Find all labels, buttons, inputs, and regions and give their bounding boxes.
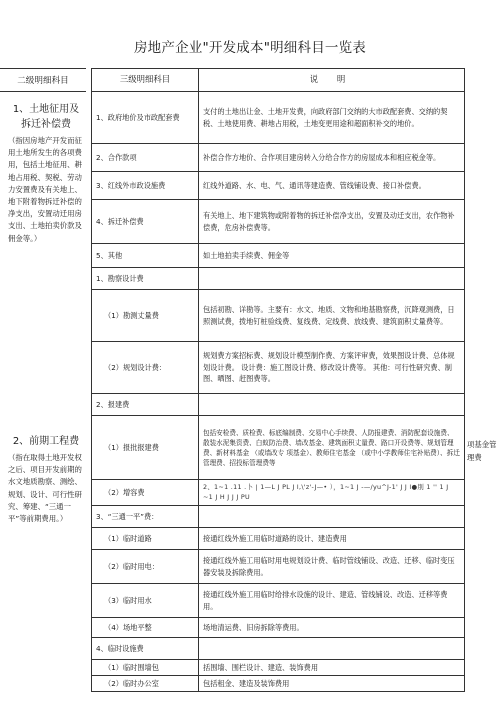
table-row: [92, 200, 465, 244]
row-desc: [199, 638, 465, 660]
row-name: 1、政府地价及市政配套费: [92, 92, 199, 144]
level3-header: 三级明细科目: [92, 69, 199, 92]
row-name: 5、其他: [92, 244, 199, 268]
row-desc: 接通红线外施工用临时用电规划设计费、临时管线铺设、改造、迁移、临时变压器安装及拆除费用。: [199, 550, 465, 584]
level2-header: 二级明细科目: [0, 68, 86, 92]
table-row: [92, 342, 465, 394]
table-row: [92, 584, 465, 618]
table-row: [92, 528, 465, 550]
table-row: [92, 268, 465, 290]
row-desc: 包括租金、建造及装饰费用: [199, 676, 465, 692]
level2-column: [0, 68, 86, 708]
row-name: （1）报批报建费: [92, 416, 199, 480]
row-desc: [199, 268, 465, 290]
row-name: 3、红线外市政设施费: [92, 172, 199, 200]
row-name: （1）临时围墙包: [92, 660, 199, 676]
row-name: 4、临时设施费: [92, 638, 199, 660]
row-name: （1）勘测丈量费: [92, 290, 199, 342]
row-desc: 包括初勘、详勘等。主要有：水文、地质、文物和地基勘察费，沉降观测费，日照测试费，拨地钉桩验线费、复线费、定线费、放线费、建筑面积丈量费等。: [199, 290, 465, 342]
table-row: [92, 416, 465, 480]
row-desc: 场地清运费、旧房拆除等费用。: [199, 618, 465, 638]
side-note: 项基金管理费: [467, 440, 497, 462]
row-desc: 规划费方案招标费、规划设计模型制作费、方案评审费，效果图设计费、总体规划设计费。 设计费：施工图设计费、修改设计费等。 其他：可行性研究费、制图、晒图、赶图费等。: [199, 342, 465, 394]
table-row: [92, 506, 465, 528]
row-desc: 支付的土地出让金、土地开发费，向政府部门交纳的大市政配套费、交纳的契税、土地使用费、耕地占用税，土地变更用途和超面积补交的地价。: [199, 92, 465, 144]
row-desc: [199, 394, 465, 416]
row-name: 2、报建费: [92, 394, 199, 416]
row-name: 4、拆迁补偿费: [92, 200, 199, 244]
page-title: 房地产企业"开发成本"明细科目一览表: [133, 40, 367, 56]
detail-grid: [91, 68, 465, 692]
row-desc: 补偿合作方地价、合作项目建房转入分给合作方的房屋成本和相应税金等。: [199, 144, 465, 172]
row-name: （2）临时办公室: [92, 676, 199, 692]
row-desc: 包括安检费、质检费、标底编制费、交易中心手续费、人防报建费、消防配套设施费、散装水泥集资费、白蚁防治费、墙改基金、建筑面积丈量费、路口开设费等、规划管理费、新材料基金 （或墙改专 项基金）、教师住宅基金 （或中小学教师住宅补贴费）、拆迁管理费、招投标管理费等: [199, 416, 465, 480]
category-note: （指在取得土地开发权之后、项目开发前期的水文地质勘察、测绘、规划、设计、可行性研究、筹建、“三通一平”等前期费用。）: [8, 453, 82, 524]
category-note: （指因房地产开发而征用土地所发生的各项费用，包括土地征用、耕地占用税、契税、劳动力安置费及有关地上、地下附着物拆迁补偿的净支出，安置动迁用房支出、土地拍卖价款及佣金等。）: [8, 136, 82, 243]
row-desc: 如土地拍卖手续费、佣金等: [199, 244, 465, 268]
header-row: [92, 69, 465, 92]
row-desc: 2、1~1 .11 .卜 | 1—L J PL J l,\'z'-J—• ），1~1 J -—/yu^J-1' J J l●刖 1 '' 1 J ~1 J H J J J PU: [199, 480, 465, 506]
row-name: （1）临时道路: [92, 528, 199, 550]
row-name: 1、勘察设计费: [92, 268, 199, 290]
row-desc: 接通红线外施工用临时道路的设计、建造费用: [199, 528, 465, 550]
table-row: [92, 144, 465, 172]
cost-subject-table: [0, 68, 500, 708]
row-name: 2、合作款项: [92, 144, 199, 172]
table-row: [92, 676, 465, 692]
category-land-acquisition: [8, 102, 84, 245]
table-row: [92, 660, 465, 676]
row-desc: [199, 506, 465, 528]
table-row: [92, 244, 465, 268]
row-desc: 红线外道路、水、电、气、通讯等建造费、管线铺设费、接口补偿费。: [199, 172, 465, 200]
category-title: 1、土地征用及拆迁补偿费: [12, 104, 80, 130]
category-preliminary-works: [8, 434, 84, 525]
row-name: 3、“三通一平”费：: [92, 506, 199, 528]
row-name: （4）场地平整: [92, 618, 199, 638]
table-row: [92, 480, 465, 506]
table-row: [92, 172, 465, 200]
row-desc: 括围墙、围栏设计、建造、装饰费用: [199, 660, 465, 676]
row-name: （2）临时用电：: [92, 550, 199, 584]
row-desc: 接通红线外施工用临时给排水设施的设计、建造、管线铺设、改造、迁移等费用。: [199, 584, 465, 618]
table-row: [92, 550, 465, 584]
row-name: （2）规划设计费：: [92, 342, 199, 394]
desc-header: 说 明: [199, 69, 465, 92]
table-row: [92, 638, 465, 660]
row-name: （3）临时用水: [92, 584, 199, 618]
table-row: [92, 394, 465, 416]
table-row: [92, 92, 465, 144]
table-row: [92, 290, 465, 342]
row-desc: 有关地上、地下建筑物或附着物的拆迁补偿净支出，安置及动迁支出，农作物补偿费，危房补偿费等。: [199, 200, 465, 244]
table-row: [92, 618, 465, 638]
row-name: （2）增容费: [92, 480, 199, 506]
category-title: 2、前期工程费: [12, 436, 80, 447]
